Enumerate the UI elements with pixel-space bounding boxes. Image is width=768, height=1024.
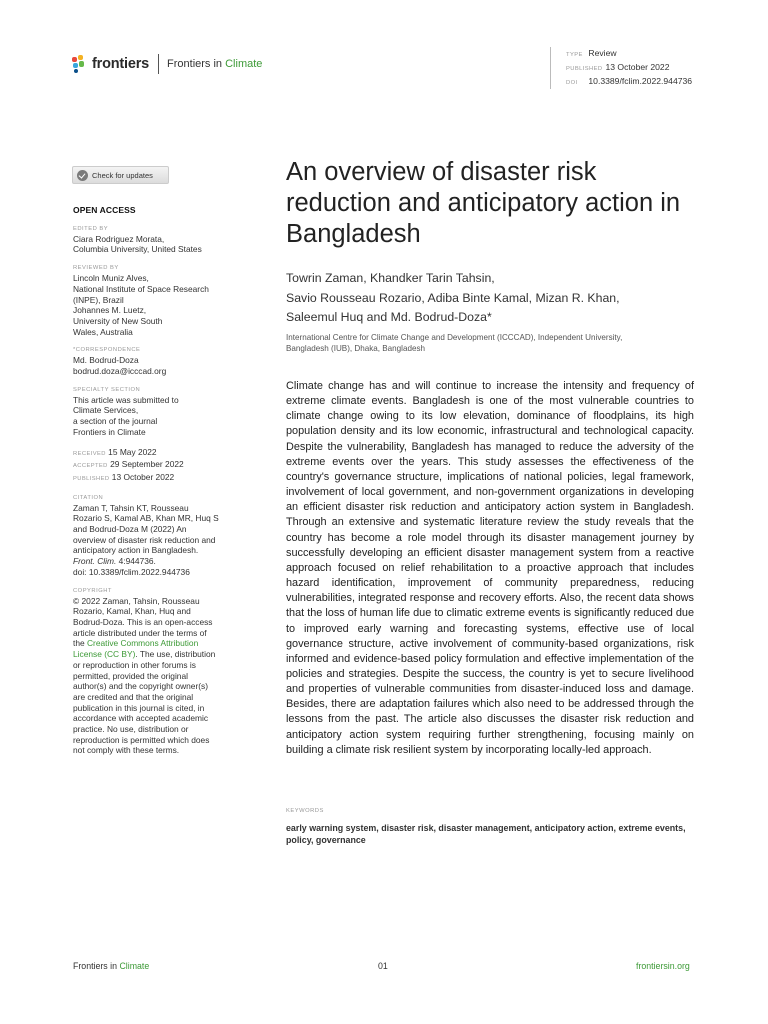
correspondence[interactable]: Md. Bodrud-Doza bodrud.doza@icccad.org	[73, 355, 167, 377]
copyright	[73, 596, 238, 757]
citation	[73, 503, 238, 578]
meta-type: TYPE Review	[566, 48, 617, 58]
journal-prefix: Frontiers in	[167, 58, 223, 70]
reviewed-by-heading: REVIEWED BY	[73, 265, 119, 272]
publisher-name: frontiers	[92, 56, 150, 72]
cc-by-license-link[interactable]: Creative Commons Attribution License (CC BY)	[73, 638, 199, 660]
footer-journal	[73, 961, 149, 971]
citation-text: Zaman T, Tahsin KT, Rousseau Rozario S, Kamal AB, Khan MR, Huq S and Bodrud-Doza M (2022) An overview of disaster risk reduction and anticipatory action in Bangladesh.	[73, 502, 219, 556]
published-label: PUBLISHED	[73, 475, 110, 482]
citation-journal: Front. Clim.	[73, 556, 117, 567]
keywords-heading: KEYWORDS	[286, 808, 324, 814]
abstract: Climate change has and will continue to increase the intensity and frequency of extreme climate events. Bangladesh is one of the most vulnerable countries to climate change owing to its low elevation, dominance of floodplains, its high population density and its low economic, infrastructural and technological capacity. Despite the vulnerability, Bangladesh has managed to reduce the adversity of the extreme events over the years. This study assesses the effectiveness of the country's governance structure, implications of national policies, legal framework, involvement of local government, and non-government organizations in developing an efficient disaster risk reduction and anticipatory action system in Bangladesh. Through an extensive and systematic literature review the study reveals that the country has become a role model through its disaster management journey by successfully developing an efficient disaster management system from a reactive approach focused on relief rehabilitation to a proactive approach that includes hazard identification, improvement of community preparedness, reducing vulnerabilities, integrated response and recovery efforts. Also, the recent data shows that the loss of human life due to climatic extreme events is significantly reduced due to improved early warning and forecasting systems, effective use of local governance structure, active involvement of community-based organizations, risk informed and evidence-based policy formulation and effective implementation of the policies and strategies. Despite the success, the country is yet to secure livelihood and properties of vulnerable communities from disaster-induced loss and damage. Besides, there are adaptation failures which also need to be addressed through the lessons from the past. The article also discusses the disaster risk reduction and anticipatory action system requiring further strengthening, focusing mainly on building a climate risk resilient system by incorporating locally-led approach.	[286, 380, 695, 756]
footer-journal-name: Climate	[119, 961, 150, 971]
correspondence-heading: *CORRESPONDENCE	[73, 347, 141, 354]
copyright-heading: COPYRIGHT	[73, 587, 112, 594]
journal-name	[167, 58, 262, 70]
keywords: early warning system, disaster risk, disaster management, anticipatory action, extreme events, policy, governance	[286, 823, 686, 846]
article-sidebar	[73, 205, 238, 756]
received-date: 15 May 2022	[108, 446, 157, 457]
publisher-logo[interactable]	[72, 54, 262, 74]
dates	[73, 447, 238, 485]
frontiers-logo-icon	[72, 55, 88, 73]
check-icon	[77, 170, 88, 181]
check-for-updates-button[interactable]	[72, 166, 169, 184]
citation-volume: 4:944736.	[116, 556, 156, 567]
page-number: 01	[378, 961, 388, 971]
copyright-text-a: © 2022 Zaman, Tahsin, Rousseau Rozario, Kamal, Khan, Huq and Bodrud-Doza. This is an open-access article distributed under the terms of the	[73, 595, 213, 649]
specialty-heading: SPECIALTY SECTION	[73, 386, 141, 393]
published-date: 13 October 2022	[111, 471, 175, 482]
article-title: An overview of disaster risk reduction and anticipatory action in Bangladesh	[286, 158, 681, 248]
edited-by-heading: EDITED BY	[73, 225, 109, 232]
meta-published: PUBLISHED 13 October 2022	[566, 62, 670, 72]
accepted-label: ACCEPTED	[73, 463, 108, 470]
accepted-date: 29 September 2022	[110, 459, 184, 470]
specialty-section: This article was submitted to Climate Services, a section of the journal Frontiers in Climate	[73, 394, 179, 437]
article-meta	[550, 47, 692, 89]
received-label: RECEIVED	[73, 450, 106, 457]
open-access-label: OPEN ACCESS	[73, 205, 136, 215]
copyright-text-b: . The use, distribution or reproduction in other forums is permitted, provided the original author(s) and the copyright owner(s) are credited and that the original publication in this journal is cited, in accordance with accepted academic practice. No use, distribution or reproduction is permitted which does not comply with these terms.	[73, 649, 216, 756]
reviewed-by: Lincoln Muniz Alves, National Institute of Space Research (INPE), Brazil Johannes M. Luetz, University of New South Wales, Australia	[73, 273, 209, 337]
affiliation: International Centre for Climate Change and Development (ICCCAD), Independent University, Bangladesh (IUB), Dhaka, Bangladesh	[286, 333, 623, 353]
citation-heading: CITATION	[73, 494, 104, 501]
citation-doi[interactable]: doi: 10.3389/fclim.2022.944736	[73, 566, 190, 577]
footer-site-link[interactable]: frontiersin.org	[636, 961, 690, 971]
edited-by: Ciara Rodriguez Morata, Columbia University, United States	[73, 233, 202, 255]
authors: Towrin Zaman, Khandker Tarin Tahsin, Savio Rousseau Rozario, Adiba Binte Kamal, Mizan R. Khan, Saleemul Huq and Md. Bodrud-Doza*	[286, 271, 620, 324]
meta-doi: DOI 10.3389/fclim.2022.944736	[566, 76, 693, 86]
check-for-updates-label: Check for updates	[92, 170, 153, 180]
journal-title: Climate	[225, 58, 263, 70]
logo-divider	[158, 54, 159, 74]
footer-journal-prefix: Frontiers in	[73, 961, 117, 971]
